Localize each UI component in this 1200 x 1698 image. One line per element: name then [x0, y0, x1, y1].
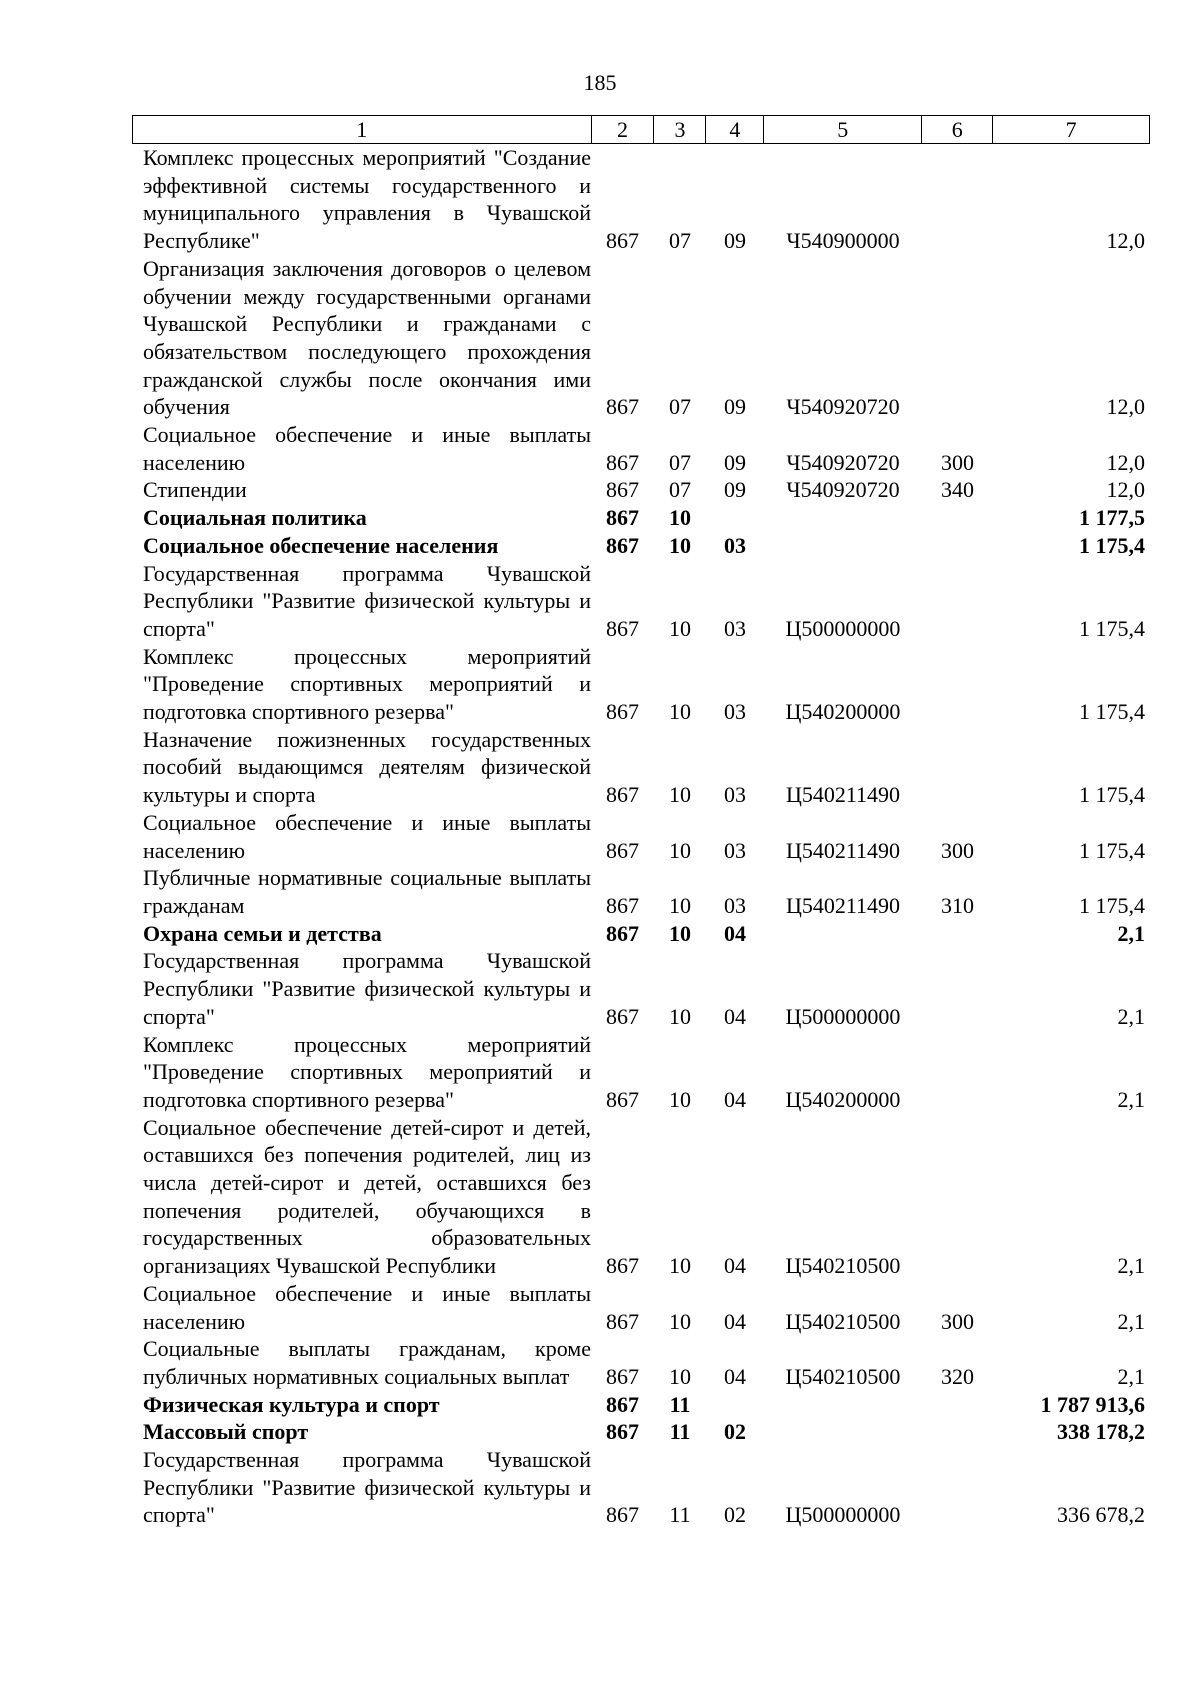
row-section: 10 — [669, 505, 691, 531]
row-section: 10 — [669, 615, 691, 641]
row-amount: 2,1 — [1117, 1086, 1145, 1112]
header-col-5: 5 — [764, 116, 922, 143]
row-section: 10 — [669, 892, 691, 918]
row-amount: 12,0 — [1106, 394, 1145, 420]
row-section: 10 — [669, 837, 691, 863]
table-row — [132, 920, 1150, 948]
row-admin-code: 867 — [606, 892, 639, 918]
row-amount: 12,0 — [1106, 228, 1145, 254]
row-subsection: 03 — [724, 615, 746, 641]
row-amount: 338 178,2 — [1057, 1419, 1145, 1445]
row-target-item: Ц540210500 — [785, 1308, 901, 1334]
row-section: 10 — [669, 920, 691, 946]
row-section: 10 — [669, 532, 691, 558]
row-admin-code: 867 — [606, 1419, 639, 1445]
row-section: 11 — [669, 1391, 691, 1417]
row-admin-code: 867 — [606, 1086, 639, 1112]
header-col-2: 2 — [592, 116, 655, 143]
row-amount: 2,1 — [1117, 1003, 1145, 1029]
row-admin-code: 867 — [606, 699, 639, 725]
row-section: 07 — [669, 394, 691, 420]
row-subsection: 04 — [724, 1003, 746, 1029]
table-row — [132, 504, 1150, 532]
row-section: 10 — [669, 1003, 691, 1029]
row-admin-code: 867 — [606, 1502, 639, 1528]
row-name: Комплекс процессных мероприятий "Создание эффективной системы государственного и муниципального управления в Чувашской Республике" — [143, 145, 591, 254]
row-target-item: Ц500000000 — [785, 615, 901, 641]
page-number: 185 — [583, 70, 617, 95]
row-name: Государственная программа Чувашской Республики "Развитие физической культуры и спорта" — [143, 560, 591, 641]
table-row — [132, 476, 1150, 504]
table-row — [132, 1114, 1150, 1280]
row-amount: 1 175,4 — [1079, 615, 1145, 641]
row-amount: 2,1 — [1117, 920, 1145, 946]
row-section: 10 — [669, 699, 691, 725]
table-row — [132, 726, 1150, 809]
row-name: Социальное обеспечение населения — [143, 532, 499, 558]
row-target-item: Ц540200000 — [785, 1086, 901, 1112]
table-row — [132, 809, 1150, 864]
table-row — [132, 643, 1150, 726]
table-row — [132, 560, 1150, 643]
row-admin-code: 867 — [606, 615, 639, 641]
row-target-item: Ц540210500 — [785, 1363, 901, 1389]
row-target-item: Ц540211490 — [785, 837, 901, 863]
row-subsection: 09 — [724, 477, 746, 503]
row-subsection: 09 — [724, 228, 746, 254]
table-row — [132, 255, 1150, 421]
row-expense-type: 300 — [941, 837, 974, 863]
row-name: Физическая культура и спорт — [143, 1391, 440, 1417]
table-row — [132, 864, 1150, 919]
row-subsection: 04 — [724, 1308, 746, 1334]
row-admin-code: 867 — [606, 1391, 639, 1417]
table-body — [132, 144, 1150, 1529]
row-name: Организация заключения договоров о целевом обучении между государственными органами Чувашской Республики и гражданами с обязательством последующего прохождения гражданской службы после окончания ими обучения — [143, 255, 591, 420]
row-name: Комплекс процессных мероприятий "Проведение спортивных мероприятий и подготовка спортивного резерва" — [143, 643, 591, 725]
row-amount: 1 175,4 — [1079, 892, 1145, 918]
row-name: Назначение пожизненных государственных пособий выдающимся деятелям физической культуры и спорта — [143, 726, 591, 808]
row-admin-code: 867 — [606, 1003, 639, 1029]
row-subsection: 03 — [724, 532, 746, 558]
table-row — [132, 1446, 1150, 1529]
row-section: 10 — [669, 1363, 691, 1389]
row-subsection: 09 — [724, 394, 746, 420]
table-row — [132, 1280, 1150, 1335]
row-name: Социальное обеспечение и иные выплаты населению — [143, 1280, 591, 1334]
table-row — [132, 947, 1150, 1030]
row-name: Социальное обеспечение и иные выплаты населению — [143, 809, 591, 863]
row-amount: 336 678,2 — [1057, 1502, 1145, 1528]
row-section: 10 — [669, 1308, 691, 1334]
table-row — [132, 1031, 1150, 1114]
row-admin-code: 867 — [606, 532, 639, 558]
row-target-item: Ч540900000 — [786, 228, 900, 254]
row-section: 07 — [669, 228, 691, 254]
table-row — [132, 532, 1150, 560]
table-row — [132, 1418, 1150, 1446]
row-name: Охрана семьи и детства — [143, 920, 382, 946]
row-section: 10 — [669, 1253, 691, 1279]
row-name: Стипендии — [143, 477, 247, 503]
row-expense-type: 340 — [941, 477, 974, 503]
row-amount: 1 175,4 — [1079, 532, 1145, 558]
row-admin-code: 867 — [606, 837, 639, 863]
table-header — [132, 115, 1150, 144]
row-name: Государственная программа Чувашской Республики "Развитие физической культуры и спорта" — [143, 948, 591, 1029]
row-expense-type: 300 — [941, 1308, 974, 1334]
row-subsection: 04 — [724, 1363, 746, 1389]
row-name: Комплекс процессных мероприятий "Проведение спортивных мероприятий и подготовка спортивного резерва" — [143, 1031, 591, 1112]
row-name: Социальные выплаты гражданам, кроме публичных нормативных социальных выплат — [143, 1336, 591, 1389]
row-name: Социальная политика — [143, 505, 367, 531]
header-col-6: 6 — [922, 116, 993, 143]
row-admin-code: 867 — [606, 920, 639, 946]
row-section: 11 — [669, 1419, 691, 1445]
row-admin-code: 867 — [606, 228, 639, 254]
row-amount: 1 175,4 — [1079, 837, 1145, 863]
row-admin-code: 867 — [606, 449, 639, 475]
row-subsection: 02 — [724, 1502, 746, 1528]
table-row — [132, 144, 1150, 255]
row-amount: 2,1 — [1117, 1308, 1145, 1334]
row-expense-type: 310 — [941, 892, 974, 918]
row-amount: 12,0 — [1106, 449, 1145, 475]
table-row — [132, 421, 1150, 476]
row-target-item: Ч540920720 — [786, 477, 900, 503]
row-target-item: Ч540920720 — [786, 449, 900, 475]
header-col-1: 1 — [133, 116, 592, 143]
row-admin-code: 867 — [606, 505, 639, 531]
row-expense-type: 300 — [941, 449, 974, 475]
row-admin-code: 867 — [606, 1363, 639, 1389]
row-subsection: 02 — [724, 1419, 746, 1445]
row-section: 10 — [669, 1086, 691, 1112]
row-admin-code: 867 — [606, 477, 639, 503]
row-name: Государственная программа Чувашской Республики "Развитие физической культуры и спорта" — [143, 1447, 591, 1528]
row-target-item: Ц540210500 — [785, 1253, 901, 1279]
row-target-item: Ц500000000 — [785, 1502, 901, 1528]
row-amount: 1 177,5 — [1079, 505, 1145, 531]
row-section: 07 — [669, 477, 691, 503]
budget-table — [132, 115, 1150, 1529]
row-admin-code: 867 — [606, 394, 639, 420]
row-section: 11 — [669, 1502, 691, 1528]
row-subsection: 09 — [724, 449, 746, 475]
row-admin-code: 867 — [606, 1308, 639, 1334]
row-amount: 2,1 — [1117, 1253, 1145, 1279]
row-target-item: Ц540200000 — [785, 699, 901, 725]
row-admin-code: 867 — [606, 782, 639, 808]
row-target-item: Ц540211490 — [785, 782, 901, 808]
table-row — [132, 1391, 1150, 1419]
row-subsection: 03 — [724, 699, 746, 725]
row-name: Публичные нормативные социальные выплаты гражданам — [143, 865, 591, 918]
row-amount: 2,1 — [1117, 1363, 1145, 1389]
row-name: Социальное обеспечение детей-сирот и детей, оставшихся без попечения родителей, лиц из числа детей-сирот и детей, оставшихся без попечения родителей, обучающихся в государственных образовательных организациях Чувашской Республики — [143, 1114, 591, 1279]
row-admin-code: 867 — [606, 1253, 639, 1279]
row-name: Массовый спорт — [143, 1419, 309, 1445]
row-subsection: 03 — [724, 782, 746, 808]
header-col-3: 3 — [654, 116, 706, 143]
header-col-7: 7 — [993, 116, 1150, 143]
row-expense-type: 320 — [941, 1363, 974, 1389]
row-amount: 1 175,4 — [1079, 782, 1145, 808]
row-amount: 1 175,4 — [1079, 699, 1145, 725]
row-target-item: Ц540211490 — [785, 892, 901, 918]
row-target-item: Ц500000000 — [785, 1003, 901, 1029]
row-target-item: Ч540920720 — [786, 394, 900, 420]
row-amount: 1 787 913,6 — [1040, 1391, 1145, 1417]
header-col-4: 4 — [706, 116, 764, 143]
row-subsection: 04 — [724, 1086, 746, 1112]
row-name: Социальное обеспечение и иные выплаты населению — [143, 422, 591, 475]
row-subsection: 04 — [724, 920, 746, 946]
table-row — [132, 1335, 1150, 1390]
row-section: 07 — [669, 449, 691, 475]
row-subsection: 03 — [724, 837, 746, 863]
row-subsection: 04 — [724, 1253, 746, 1279]
row-section: 10 — [669, 782, 691, 808]
row-subsection: 03 — [724, 892, 746, 918]
row-amount: 12,0 — [1106, 477, 1145, 503]
